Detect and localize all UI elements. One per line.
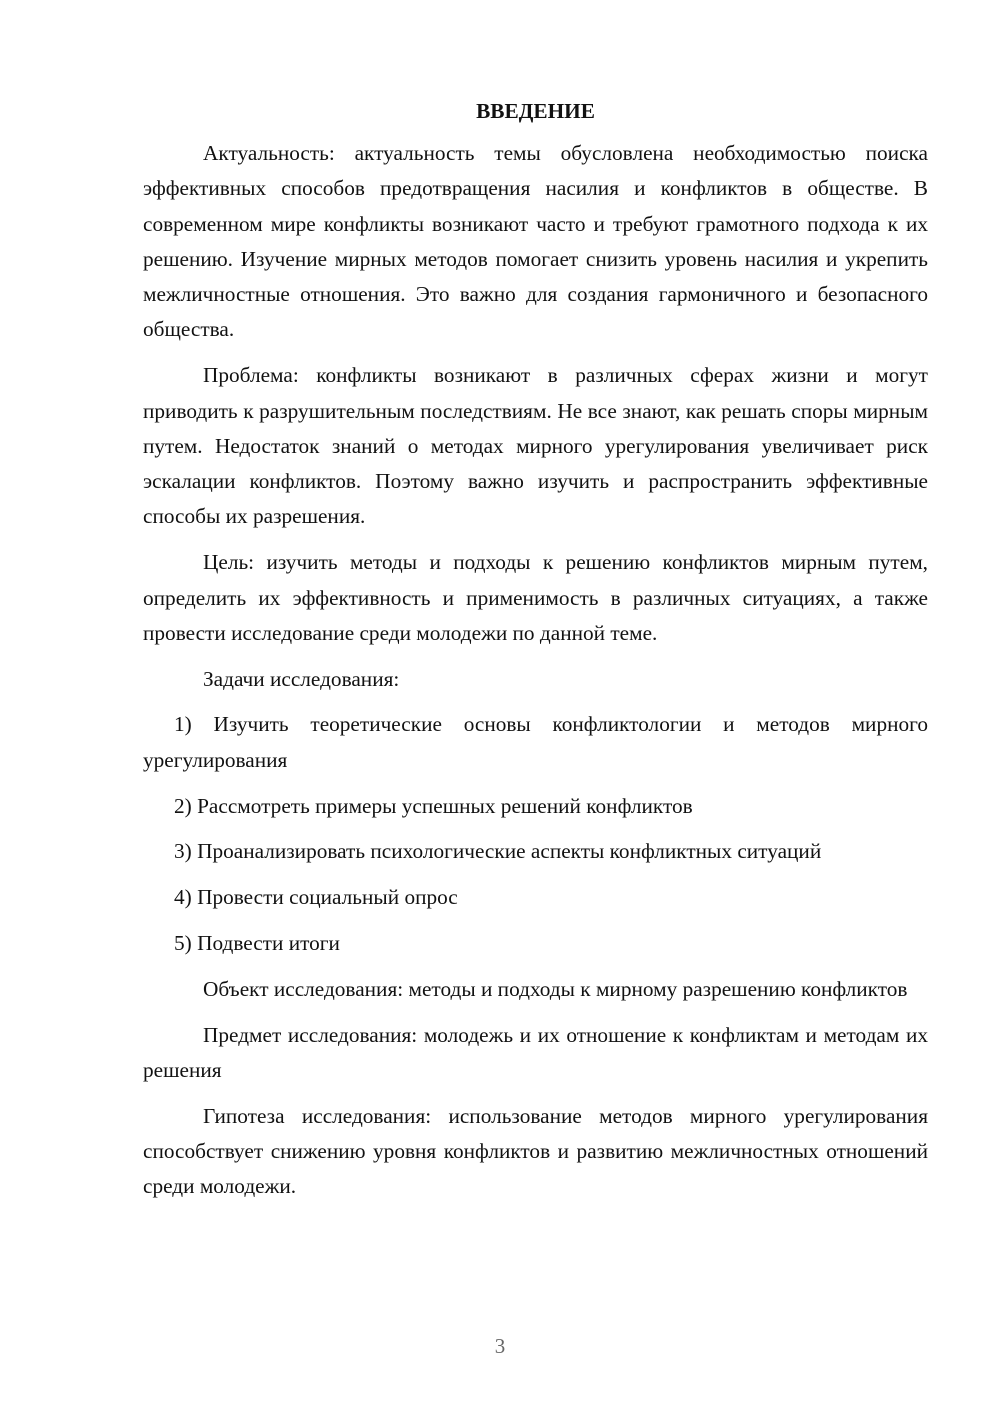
paragraph-relevance: Актуальность: актуальность темы обусловлена необходимостью поиска эффективных способов предотвращения насилия и конфликтов в обществе. В современном мире конфликты возникают часто и требуют грамотного подхода к их решению. Изучение мирных методов помогает снизить уровень насилия и укрепить межличностные отношения. Это важно для создания гармоничного и безопасного общества.	[143, 141, 928, 342]
paragraph-problem: Проблема: конфликты возникают в различных сферах жизни и могут приводить к разрушительным последствиям. Не все знают, как решать споры мирным путем. Недостаток знаний о методах мирного урегулирования увеличивает риск эскалации конфликтов. Поэтому важно изучить и распространить эффективные способы их разрешения.	[143, 363, 928, 529]
paragraph-hypothesis: Гипотеза исследования: использование методов мирного урегулирования способствует снижению уровня конфликтов и развитию межличностных отношений среди молодежи.	[143, 1103, 928, 1199]
paragraph-subject: Предмет исследования: молодежь и их отношение к конфликтам и методам их решения	[143, 1022, 928, 1082]
paragraph-tasks-heading: Задачи исследования:	[203, 666, 400, 691]
task-item-4: 4) Провести социальный опрос	[174, 885, 458, 910]
task-item-2: 2) Рассмотреть примеры успешных решений конфликтов	[174, 793, 693, 818]
page-number: 3	[494, 1334, 506, 1358]
document-page	[143, 96, 928, 1215]
section-title: ВВЕДЕНИЕ	[476, 99, 595, 123]
task-item-1: 1) Изучить теоретические основы конфликтологии и методов мирного урегулирования	[143, 712, 928, 772]
paragraph-goal: Цель: изучить методы и подходы к решению конфликтов мирным путем, определить их эффективность и применимость в различных ситуациях, а также провести исследование среди молодежи по данной теме.	[143, 550, 928, 645]
paragraph-object: Объект исследования: методы и подходы к мирному разрешению конфликтов	[203, 976, 908, 1001]
task-item-3: 3) Проанализировать психологические аспекты конфликтных ситуаций	[174, 839, 822, 864]
task-item-5: 5) Подвести итоги	[174, 930, 340, 955]
